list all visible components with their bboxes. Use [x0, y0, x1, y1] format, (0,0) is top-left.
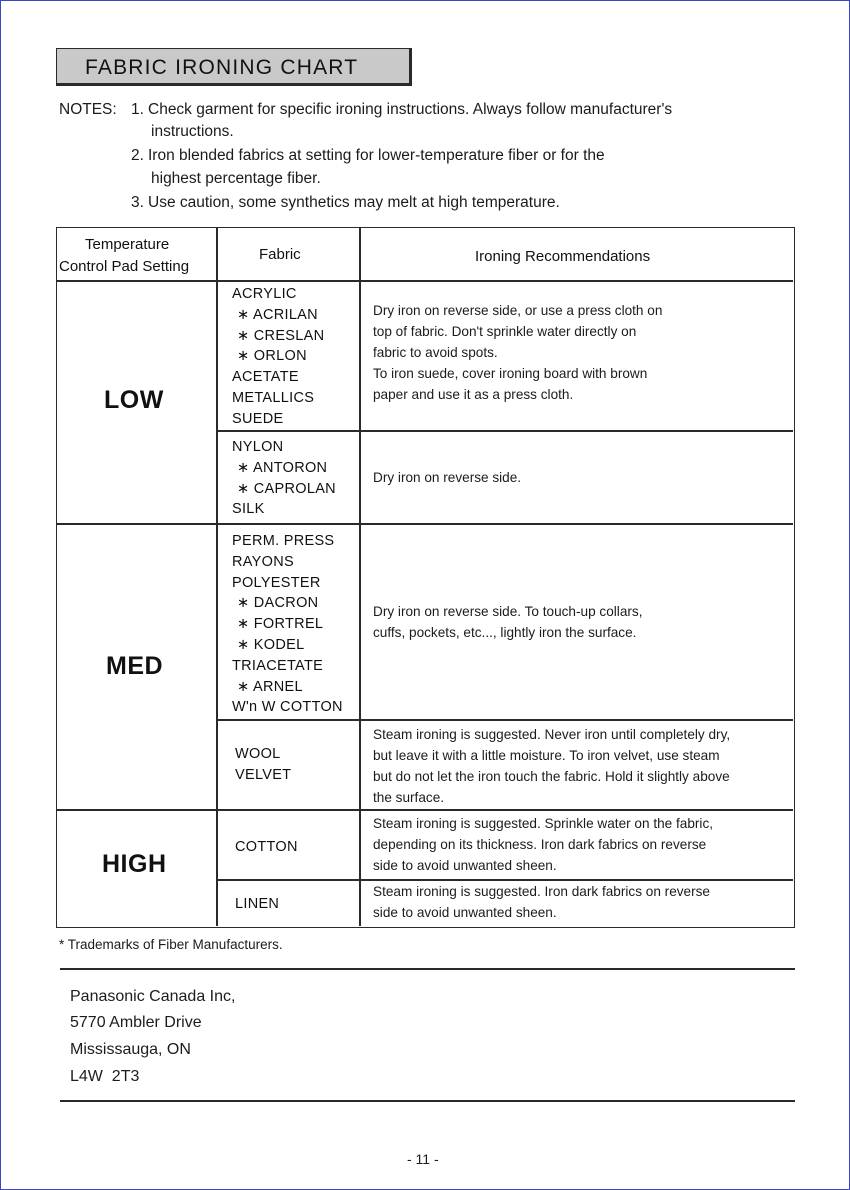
fabric-item: METALLICS	[232, 389, 315, 406]
fabric-item: RAYONS	[232, 553, 294, 570]
fabric-item: ∗ ORLON	[237, 348, 307, 365]
fabric-item: ∗ ACRILAN	[237, 306, 318, 323]
setting-high: HIGH	[102, 850, 167, 878]
fabric-item: ∗ FORTREL	[237, 616, 324, 633]
note-1-line-1: Check garment for specific ironing instructions. Always follow manufacturer's	[148, 101, 673, 118]
note-3-number: 3.	[131, 194, 144, 211]
recommendation-line: side to avoid unwanted sheen.	[373, 858, 557, 873]
recommendation-line: To iron suede, cover ironing board with brown	[373, 366, 648, 381]
fabric-item: WOOL	[235, 746, 281, 762]
low-med-divider	[57, 523, 793, 525]
recommendation-line: depending on its thickness. Iron dark fabrics on reverse	[373, 837, 707, 852]
fabric-item: ∗ ANTORON	[237, 459, 328, 476]
recommendation-line: side to avoid unwanted sheen.	[373, 905, 557, 920]
setting-low: LOW	[104, 386, 164, 414]
chart-title-box	[56, 48, 412, 86]
header-setting-line-1: Temperature	[85, 236, 170, 253]
note-2-number: 2.	[131, 147, 144, 164]
address-top-rule	[60, 968, 795, 970]
fabric-list-low-2	[232, 437, 336, 520]
fabric-list-med-1	[232, 531, 343, 718]
med-row-divider	[216, 719, 793, 721]
divider-fabric-recommendation	[359, 228, 361, 926]
note-2-line-1: Iron blended fabrics at setting for lower-temperature fiber or for the	[148, 147, 605, 164]
ironing-table	[56, 227, 795, 928]
fabric-item: ∗ CRESLAN	[237, 327, 325, 344]
address-line-4: L4W 2T3	[70, 1068, 140, 1085]
fabric-item: ∗ KODEL	[237, 636, 305, 653]
header-recommendations: Ironing Recommendations	[475, 248, 651, 265]
address-line-2: 5770 Ambler Drive	[70, 1014, 202, 1031]
fabric-item: ∗ CAPROLAN	[237, 480, 336, 497]
recommendation-line: fabric to avoid spots.	[373, 345, 498, 360]
fabric-item: SUEDE	[232, 410, 284, 427]
fabric-item: ∗ ARNEL	[237, 678, 303, 695]
fabric-item: ACETATE	[232, 369, 299, 386]
header-fabric: Fabric	[259, 246, 301, 263]
recommendation-line: paper and use it as a press cloth.	[373, 387, 574, 402]
fabric-item: COTTON	[235, 839, 298, 855]
address-line-1: Panasonic Canada Inc,	[70, 988, 236, 1005]
fabric-item: PERM. PRESS	[232, 533, 335, 549]
fabric-item: SILK	[232, 501, 265, 518]
fabric-item: NYLON	[232, 439, 284, 455]
recommendation-high-1	[373, 813, 713, 876]
recommendation-line: cuffs, pockets, etc..., lightly iron the surface.	[373, 625, 637, 640]
address-bottom-rule	[60, 1100, 795, 1102]
note-2-line-2: highest percentage fiber.	[151, 170, 321, 187]
recommendation-low-2	[373, 467, 521, 488]
fabric-list-high-1	[235, 837, 298, 858]
note-1-number: 1.	[131, 101, 144, 118]
fabric-item: VELVET	[235, 766, 292, 783]
header-setting-line-2: Control Pad Setting	[59, 258, 190, 275]
recommendation-line: Steam ironing is suggested. Sprinkle water on the fabric,	[373, 816, 714, 831]
divider-setting-fabric	[216, 228, 218, 926]
note-3-line-1: Use caution, some synthetics may melt at high temperature.	[148, 194, 560, 211]
recommendation-med-1	[373, 601, 642, 643]
recommendation-line: Steam ironing is suggested. Never iron until completely dry,	[373, 727, 731, 742]
fabric-item: LINEN	[235, 896, 280, 912]
recommendation-line: Dry iron on reverse side, or use a press cloth on	[373, 303, 663, 318]
recommendation-high-2	[373, 881, 710, 923]
header-divider	[57, 280, 793, 282]
fabric-list-low-1	[232, 284, 324, 430]
recommendation-line: top of fabric. Don't sprinkle water directly on	[373, 324, 637, 339]
recommendation-line: but do not let the iron touch the fabric. Hold it slightly above	[373, 769, 730, 784]
fabric-list-high-2	[235, 894, 279, 915]
recommendation-med-2	[373, 724, 730, 808]
recommendation-line: the surface.	[373, 790, 445, 805]
fabric-item: W'n W COTTON	[232, 699, 343, 716]
fabric-list-med-2	[235, 744, 291, 786]
trademark-footnote: * Trademarks of Fiber Manufacturers.	[59, 937, 283, 952]
page-number: - 11 -	[407, 1151, 439, 1167]
note-1-line-2: instructions.	[151, 123, 234, 140]
recommendation-line: Dry iron on reverse side. To touch-up collars,	[373, 604, 643, 619]
fabric-item: TRIACETATE	[232, 657, 324, 674]
recommendation-line: Dry iron on reverse side.	[373, 470, 522, 485]
chart-title: FABRIC IRONING CHART	[85, 56, 359, 79]
fabric-item: POLYESTER	[232, 574, 321, 591]
fabric-item: ∗ DACRON	[237, 595, 319, 612]
recommendation-line: Steam ironing is suggested. Iron dark fabrics on reverse	[373, 884, 710, 899]
recommendation-low-1	[373, 300, 662, 405]
setting-med: MED	[106, 652, 164, 680]
fabric-item: ACRYLIC	[232, 286, 297, 302]
med-high-divider	[57, 809, 793, 811]
notes-prefix: NOTES:	[59, 101, 117, 118]
recommendation-line: but leave it with a little moisture. To iron velvet, use steam	[373, 748, 720, 763]
low-row-divider	[216, 430, 793, 432]
address-line-3: Mississauga, ON	[70, 1041, 191, 1058]
